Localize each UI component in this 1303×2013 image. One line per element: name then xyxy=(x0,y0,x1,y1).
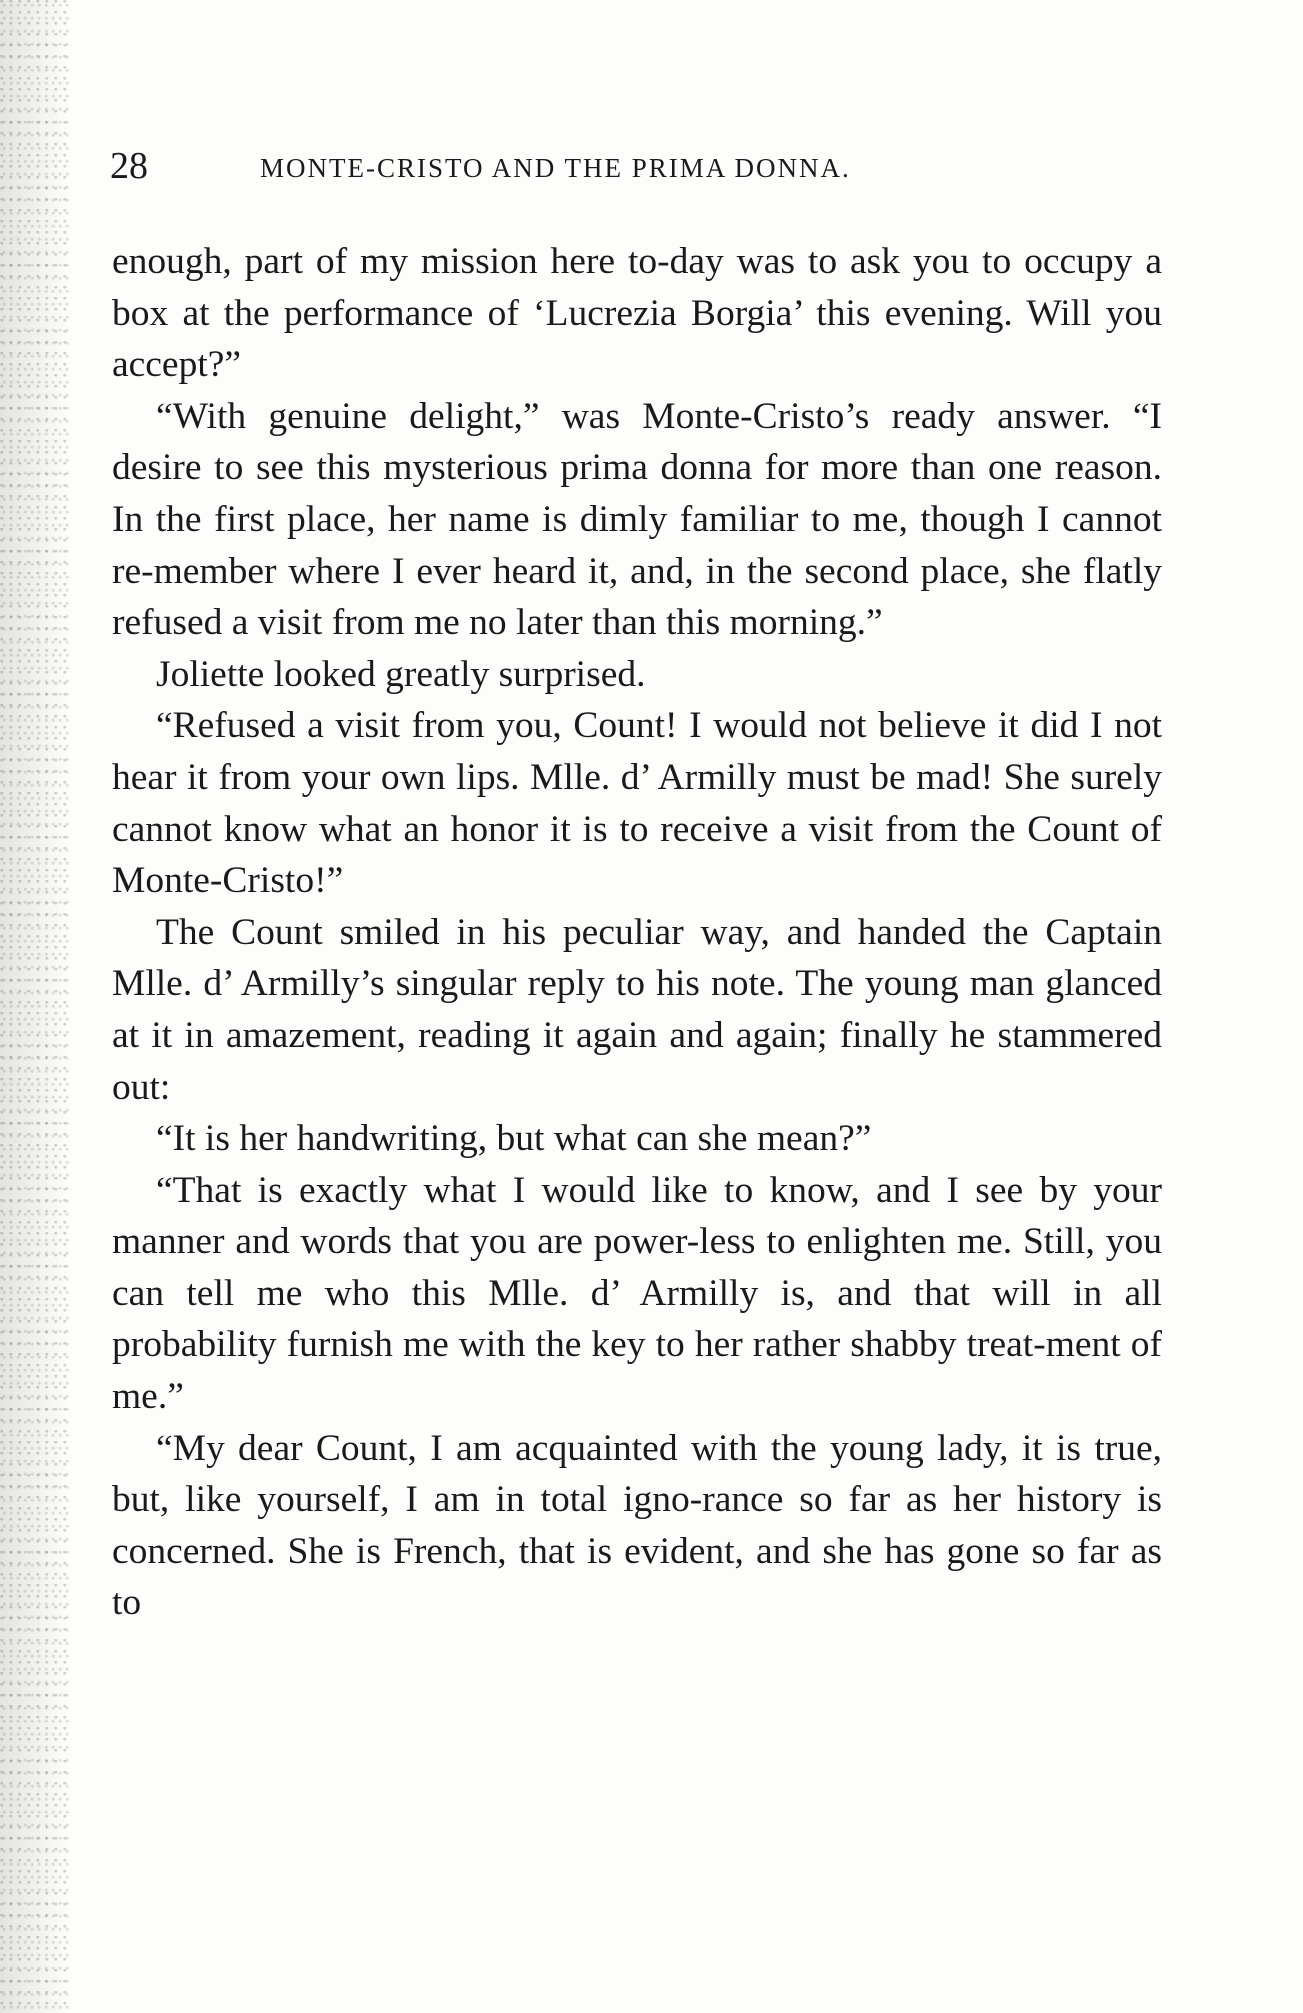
paragraph: Joliette looked greatly surprised. xyxy=(156,653,646,695)
paragraph: “It is her handwriting, but what can she mean?” xyxy=(156,1118,872,1160)
paragraph: enough, part of my mission here to-day was to ask you to occupy a box at the performance of ‘Lucrezia Borgia’ this evening. Will you accept?” xyxy=(112,241,1162,386)
body-text xyxy=(112,236,1162,1629)
paragraph: “My dear Count, I am acquainted with the young lady, it is true, but, like yourself, I am in total igno-rance so far as her history is concerned. She is French, that is evident, and she has gone so far as to xyxy=(112,1427,1162,1624)
running-head: MONTE-CRISTO AND THE PRIMA DONNA. xyxy=(260,153,851,183)
page-header xyxy=(110,142,1160,190)
scan-edge-shadow xyxy=(0,0,70,2013)
paragraph: The Count smiled in his peculiar way, and handed the Captain Mlle. d’ Armilly’s singular reply to his note. The young man glanced at it in amazement, reading it again and again; finally he stammered out: xyxy=(112,911,1162,1108)
paragraph: “Refused a visit from you, Count! I would not believe it did I not hear it from your own lips. Mlle. d’ Armilly must be mad! She surely cannot know what an honor it is to receive a visit from the Count of Monte-Cristo!” xyxy=(112,705,1162,902)
page-number: 28 xyxy=(110,145,148,187)
paragraph: “With genuine delight,” was Monte-Cristo’s ready answer. “I desire to see this mysterious prima donna for more than one reason. In the first place, her name is dimly familiar to me, though I cannot re-member where I ever heard it, and, in the second place, she flatly refused a visit from me no later than this morning.” xyxy=(112,395,1162,644)
paragraph: “That is exactly what I would like to know, and I see by your manner and words that you are power-less to enlighten me. Still, you can tell me who this Mlle. d’ Armilly is, and that will in all probability furnish me with the key to her rather shabby treat-ment of me.” xyxy=(112,1169,1162,1418)
